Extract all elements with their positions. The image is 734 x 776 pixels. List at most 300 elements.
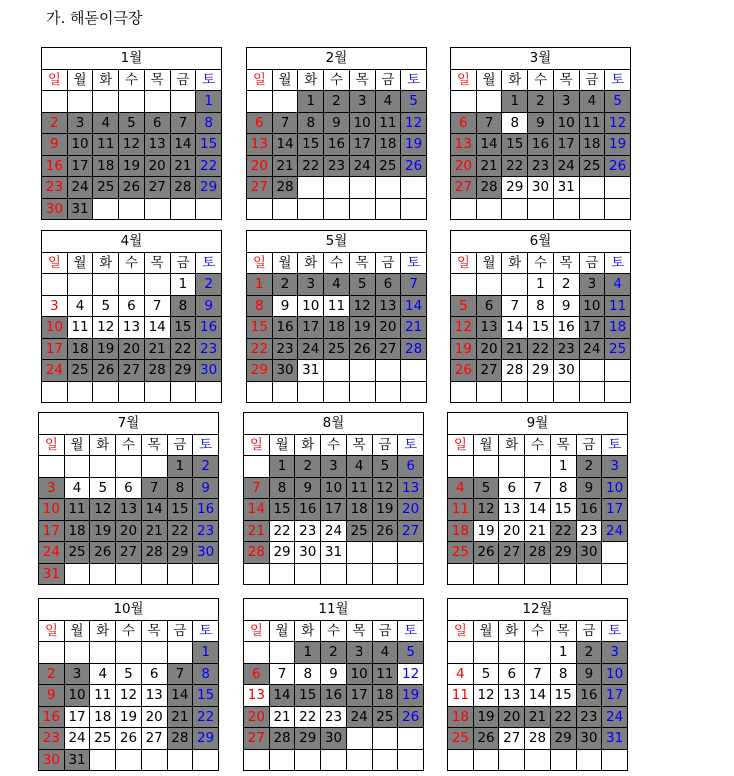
weekday-label: 일 [42,252,68,274]
day-cell: 19 [93,338,119,360]
month-label: 7월 [39,413,219,435]
day-cell: 27 [476,360,502,382]
day-cell: 16 [324,134,350,156]
weekday-label: 토 [196,69,222,91]
empty-cell [476,274,502,296]
weekday-label: 수 [321,620,347,642]
weekday-label: 화 [90,620,116,642]
day-cell: 22 [247,338,273,360]
weekday-label: 토 [398,620,424,642]
day-cell: 14 [272,134,298,156]
day-cell: 10 [298,295,324,317]
empty-cell [499,642,525,664]
month-label: 10월 [39,599,219,621]
day-cell: 25 [579,155,605,177]
day-cell: 5 [116,663,142,685]
empty-cell [269,563,295,585]
day-cell: 31 [602,728,628,750]
day-cell: 11 [605,295,631,317]
day-cell: 5 [473,663,499,685]
empty-cell [141,642,167,664]
day-cell: 19 [451,338,477,360]
weekday-label: 금 [579,252,605,274]
day-cell: 25 [375,155,401,177]
day-cell: 8 [550,477,576,499]
day-cell: 21 [525,706,551,728]
day-cell: 4 [64,477,90,499]
day-cell: 15 [528,317,554,339]
day-cell: 17 [602,499,628,521]
day-cell: 5 [605,91,631,113]
month-calendar [38,412,219,585]
empty-cell [448,456,474,478]
empty-cell [64,642,90,664]
day-cell: 13 [499,685,525,707]
day-cell: 22 [167,520,193,542]
empty-cell [244,749,270,771]
empty-cell [93,91,119,113]
day-cell: 7 [170,112,196,134]
empty-cell [602,563,628,585]
day-cell: 17 [346,685,372,707]
empty-cell [170,381,196,403]
day-cell: 24 [39,542,65,564]
day-cell: 17 [321,499,347,521]
day-cell: 3 [602,456,628,478]
day-cell: 15 [550,499,576,521]
day-cell: 27 [247,177,273,199]
day-cell: 15 [167,499,193,521]
weekday-label: 화 [499,620,525,642]
day-cell: 27 [375,338,401,360]
empty-cell [502,198,528,220]
day-cell: 20 [119,338,145,360]
page-title: 가. 해돋이극장 [46,9,143,27]
empty-cell [372,728,398,750]
day-cell: 30 [321,728,347,750]
day-cell: 16 [576,499,602,521]
day-cell: 9 [295,477,321,499]
day-cell: 9 [528,112,554,134]
empty-cell [196,381,222,403]
empty-cell [401,381,427,403]
empty-cell [499,749,525,771]
day-cell: 15 [196,134,222,156]
day-cell: 15 [298,134,324,156]
empty-cell [193,749,219,771]
empty-cell [349,360,375,382]
empty-cell [576,563,602,585]
weekday-label: 수 [116,434,142,456]
day-cell: 31 [64,749,90,771]
day-cell: 30 [528,177,554,199]
month-label: 9월 [448,413,628,435]
weekday-label: 목 [141,434,167,456]
day-cell: 14 [502,317,528,339]
day-cell: 9 [39,685,65,707]
day-cell: 21 [244,520,270,542]
day-cell: 10 [39,499,65,521]
day-cell: 16 [196,317,222,339]
weekday-label: 금 [167,434,193,456]
day-cell: 14 [525,499,551,521]
day-cell: 14 [525,685,551,707]
weekday-label: 목 [349,69,375,91]
day-cell: 5 [473,477,499,499]
day-cell: 1 [298,91,324,113]
day-cell: 29 [193,728,219,750]
day-cell: 20 [451,155,477,177]
day-cell: 6 [244,663,270,685]
day-cell: 23 [42,177,68,199]
empty-cell [579,360,605,382]
day-cell: 3 [602,642,628,664]
day-cell: 3 [67,112,93,134]
day-cell: 28 [170,177,196,199]
day-cell: 9 [193,477,219,499]
day-cell: 15 [295,685,321,707]
day-cell: 27 [244,728,270,750]
weekday-label: 목 [349,252,375,274]
day-cell: 27 [144,177,170,199]
day-cell: 22 [196,155,222,177]
empty-cell [324,177,350,199]
empty-cell [349,381,375,403]
day-cell: 7 [525,663,551,685]
weekday-label: 토 [401,252,427,274]
empty-cell [476,381,502,403]
day-cell: 16 [193,499,219,521]
day-cell: 24 [321,520,347,542]
day-cell: 28 [525,542,551,564]
day-cell: 28 [269,728,295,750]
weekday-label: 금 [372,620,398,642]
day-cell: 6 [499,477,525,499]
empty-cell [553,198,579,220]
empty-cell [602,542,628,564]
day-cell: 7 [269,663,295,685]
day-cell: 26 [349,338,375,360]
day-cell: 5 [349,274,375,296]
month-label: 2월 [247,48,427,70]
day-cell: 1 [550,456,576,478]
day-cell: 12 [473,685,499,707]
day-cell: 27 [141,728,167,750]
day-cell: 30 [295,542,321,564]
day-cell: 20 [375,317,401,339]
empty-cell [272,198,298,220]
day-cell: 12 [451,317,477,339]
day-cell: 1 [247,274,273,296]
empty-cell [605,177,631,199]
day-cell: 27 [398,520,424,542]
day-cell: 12 [398,663,424,685]
day-cell: 21 [502,338,528,360]
month-calendar [38,598,219,771]
day-cell: 30 [576,728,602,750]
weekday-label: 수 [119,252,145,274]
day-cell: 9 [553,295,579,317]
day-cell: 7 [525,477,551,499]
day-cell: 22 [170,338,196,360]
month-label: 12월 [448,599,628,621]
empty-cell [451,91,477,113]
day-cell: 8 [167,477,193,499]
empty-cell [349,198,375,220]
day-cell: 19 [401,134,427,156]
weekday-label: 목 [141,620,167,642]
weekday-label: 화 [93,69,119,91]
day-cell: 6 [144,112,170,134]
day-cell: 2 [553,274,579,296]
empty-cell [170,91,196,113]
empty-cell [42,91,68,113]
day-cell: 3 [39,477,65,499]
day-cell: 4 [372,642,398,664]
weekday-label: 수 [324,69,350,91]
empty-cell [39,456,65,478]
weekday-label: 월 [64,434,90,456]
empty-cell [473,749,499,771]
day-cell: 11 [67,317,93,339]
day-cell: 6 [398,456,424,478]
day-cell: 22 [193,706,219,728]
weekday-label: 일 [244,620,270,642]
day-cell: 4 [605,274,631,296]
empty-cell [398,563,424,585]
day-cell: 11 [372,663,398,685]
weekday-label: 일 [39,620,65,642]
weekday-label: 월 [269,434,295,456]
day-cell: 11 [448,685,474,707]
weekday-label: 일 [39,434,65,456]
day-cell: 10 [602,663,628,685]
month-calendar [41,47,222,220]
day-cell: 21 [269,706,295,728]
empty-cell [375,177,401,199]
day-cell: 17 [42,338,68,360]
day-cell: 26 [119,177,145,199]
day-cell: 5 [451,295,477,317]
empty-cell [349,177,375,199]
day-cell: 4 [67,295,93,317]
day-cell: 6 [476,295,502,317]
day-cell: 2 [39,663,65,685]
day-cell: 14 [269,685,295,707]
empty-cell [398,542,424,564]
empty-cell [401,177,427,199]
weekday-label: 화 [298,69,324,91]
day-cell: 26 [372,520,398,542]
day-cell: 26 [473,728,499,750]
day-cell: 30 [576,542,602,564]
day-cell: 10 [349,112,375,134]
empty-cell [499,456,525,478]
day-cell: 14 [244,499,270,521]
empty-cell [605,360,631,382]
empty-cell [193,563,219,585]
day-cell: 20 [116,520,142,542]
day-cell: 19 [116,706,142,728]
day-cell: 24 [67,177,93,199]
day-cell: 13 [244,685,270,707]
day-cell: 8 [550,663,576,685]
day-cell: 16 [528,134,554,156]
day-cell: 18 [90,706,116,728]
day-cell: 27 [451,177,477,199]
day-cell: 2 [196,274,222,296]
day-cell: 27 [499,542,525,564]
day-cell: 29 [528,360,554,382]
day-cell: 13 [476,317,502,339]
day-cell: 27 [499,728,525,750]
day-cell: 18 [375,134,401,156]
empty-cell [448,563,474,585]
weekday-label: 일 [247,252,273,274]
empty-cell [298,381,324,403]
empty-cell [298,177,324,199]
day-cell: 25 [67,360,93,382]
month-calendar [246,47,427,220]
empty-cell [502,274,528,296]
day-cell: 13 [499,499,525,521]
day-cell: 1 [269,456,295,478]
weekday-label: 수 [525,434,551,456]
empty-cell [372,749,398,771]
weekday-label: 목 [553,252,579,274]
empty-cell [144,381,170,403]
day-cell: 4 [346,456,372,478]
day-cell: 3 [553,91,579,113]
weekday-label: 금 [576,620,602,642]
month-label: 5월 [247,231,427,253]
day-cell: 31 [553,177,579,199]
day-cell: 13 [247,134,273,156]
day-cell: 30 [193,542,219,564]
day-cell: 7 [141,477,167,499]
day-cell: 26 [93,360,119,382]
day-cell: 28 [167,728,193,750]
day-cell: 3 [321,456,347,478]
day-cell: 23 [321,706,347,728]
day-cell: 26 [605,155,631,177]
day-cell: 25 [346,520,372,542]
empty-cell [499,563,525,585]
day-cell: 19 [372,499,398,521]
weekday-label: 목 [550,434,576,456]
empty-cell [372,563,398,585]
weekday-label: 목 [550,620,576,642]
weekday-label: 화 [502,69,528,91]
empty-cell [525,456,551,478]
empty-cell [144,91,170,113]
month-label: 3월 [451,48,631,70]
day-cell: 25 [64,542,90,564]
day-cell: 26 [90,542,116,564]
weekday-label: 일 [448,620,474,642]
day-cell: 11 [324,295,350,317]
empty-cell [42,381,68,403]
day-cell: 20 [499,706,525,728]
day-cell: 31 [321,542,347,564]
day-cell: 28 [272,177,298,199]
weekday-label: 화 [502,252,528,274]
empty-cell [476,91,502,113]
empty-cell [448,749,474,771]
weekday-label: 일 [247,69,273,91]
day-cell: 20 [141,706,167,728]
weekday-label: 화 [295,620,321,642]
day-cell: 20 [398,499,424,521]
day-cell: 8 [193,663,219,685]
empty-cell [398,749,424,771]
day-cell: 20 [144,155,170,177]
day-cell: 11 [375,112,401,134]
day-cell: 5 [372,456,398,478]
day-cell: 16 [295,499,321,521]
empty-cell [398,728,424,750]
day-cell: 24 [298,338,324,360]
day-cell: 21 [141,520,167,542]
day-cell: 7 [401,274,427,296]
day-cell: 20 [476,338,502,360]
day-cell: 22 [298,155,324,177]
day-cell: 11 [579,112,605,134]
day-cell: 10 [602,477,628,499]
weekday-label: 토 [605,69,631,91]
day-cell: 10 [42,317,68,339]
day-cell: 17 [579,317,605,339]
weekday-label: 화 [295,434,321,456]
empty-cell [93,274,119,296]
day-cell: 21 [170,155,196,177]
weekday-label: 수 [528,69,554,91]
weekday-label: 금 [375,252,401,274]
empty-cell [346,728,372,750]
empty-cell [141,456,167,478]
day-cell: 10 [553,112,579,134]
empty-cell [141,563,167,585]
empty-cell [605,198,631,220]
day-cell: 2 [576,642,602,664]
empty-cell [119,198,145,220]
day-cell: 14 [167,685,193,707]
empty-cell [90,642,116,664]
day-cell: 21 [401,317,427,339]
day-cell: 16 [39,706,65,728]
weekday-label: 토 [196,252,222,274]
empty-cell [64,456,90,478]
weekday-label: 토 [602,434,628,456]
empty-cell [448,642,474,664]
day-cell: 1 [502,91,528,113]
day-cell: 3 [346,642,372,664]
weekday-label: 일 [42,69,68,91]
weekday-label: 목 [144,69,170,91]
day-cell: 8 [196,112,222,134]
day-cell: 17 [553,134,579,156]
empty-cell [553,381,579,403]
weekday-label: 일 [451,252,477,274]
weekday-label: 수 [321,434,347,456]
weekday-label: 금 [167,620,193,642]
day-cell: 8 [502,112,528,134]
day-cell: 22 [295,706,321,728]
day-cell: 29 [247,360,273,382]
day-cell: 29 [196,177,222,199]
day-cell: 7 [167,663,193,685]
day-cell: 19 [90,520,116,542]
